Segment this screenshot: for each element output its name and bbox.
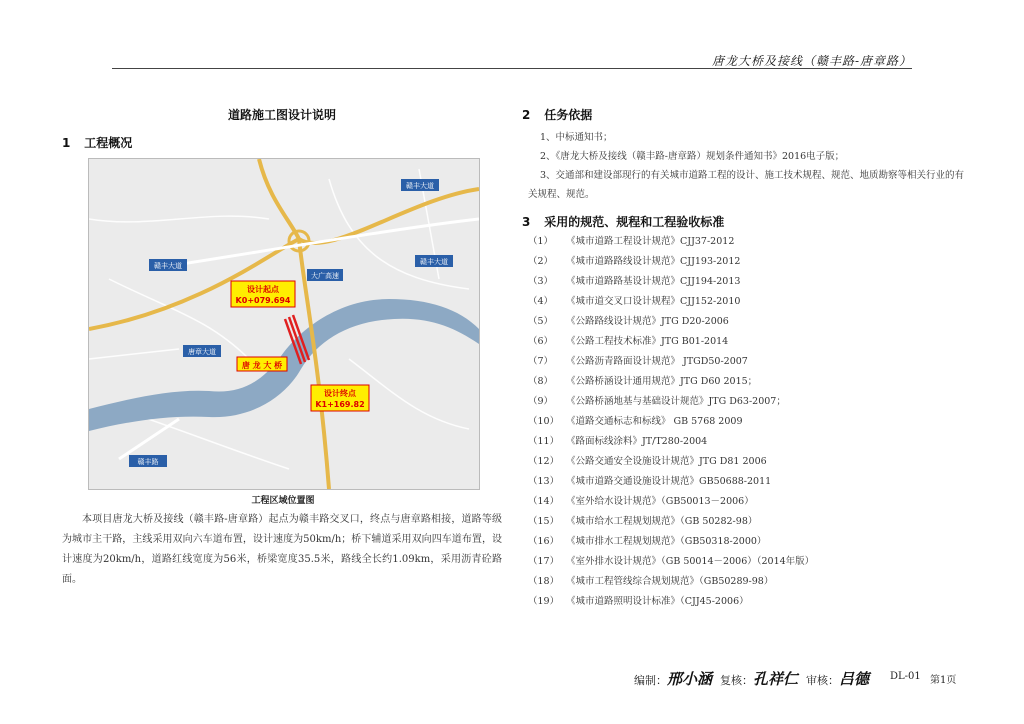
- standard-text: 《城市道路照明设计标准》（CJJ45-2006）: [566, 596, 749, 607]
- standard-item: [528, 572, 968, 592]
- basis-item: 1、中标通知书；: [540, 132, 613, 143]
- standard-index: （17）: [528, 556, 560, 567]
- standard-text: 《公路交通安全设施设计规范》JTG D81 2006: [566, 456, 767, 467]
- reviewer-signature-block: [720, 668, 798, 689]
- standard-text: 《公路路线设计规范》JTG D20-2006: [566, 316, 729, 327]
- standard-index: （5）: [528, 316, 554, 327]
- standard-item: [528, 432, 968, 452]
- standard-item: [528, 472, 968, 492]
- standard-text: 《城市工程管线综合规划规范》（GB50289-98）: [566, 576, 774, 587]
- section-2-title: 任务依据: [544, 108, 593, 122]
- design-start-marker: [231, 281, 295, 307]
- standard-index: （19）: [528, 596, 560, 607]
- standard-item: [528, 292, 968, 312]
- standard-index: （9）: [528, 396, 554, 407]
- road-label-text-2: 赣丰大道: [406, 182, 434, 190]
- standard-index: （16）: [528, 536, 560, 547]
- approver-signature: 吕德: [839, 670, 870, 688]
- standard-text: 《室外排水设计规范》（GB 50014－2006）（2014年版）: [566, 556, 815, 567]
- standard-item: [528, 532, 968, 552]
- standard-index: （10）: [528, 416, 560, 427]
- standard-item: [528, 392, 968, 412]
- road-label-tangzhang-1: [183, 345, 221, 357]
- road-label-feng-1: [149, 259, 187, 271]
- project-title: 唐龙大桥及接线（赣丰路-唐章路）: [711, 54, 912, 68]
- editor-signature: 邢小涵: [667, 670, 713, 688]
- standard-item: [528, 452, 968, 472]
- design-start-station: K0+079.694: [235, 296, 291, 305]
- section-1-title: 工程概况: [84, 136, 133, 150]
- standard-text: 《室外给水设计规范》（GB50013－2006）: [566, 496, 754, 507]
- design-end-marker: [311, 385, 369, 411]
- editor-label: 编制：: [634, 674, 667, 687]
- standard-item: [528, 512, 968, 532]
- section-1-number: 1: [62, 136, 71, 150]
- road-label-text-5: 大广高速: [311, 272, 339, 280]
- standard-text: 《城市道路交通设施设计规范》GB50688-2011: [566, 476, 772, 487]
- standard-text: 《路面标线涂料》JT/T280-2004: [566, 436, 708, 447]
- standard-item: [528, 312, 968, 332]
- standard-item: [528, 252, 968, 272]
- approver-label: 审核：: [806, 674, 839, 687]
- design-end-label: 设计终点: [324, 389, 356, 398]
- document-title: 道路施工图设计说明: [227, 108, 336, 122]
- standard-item: [528, 372, 968, 392]
- design-end-station: K1+169.82: [315, 400, 365, 409]
- location-map-graphic: [89, 159, 479, 489]
- section-1-heading: [62, 134, 132, 151]
- standard-item: [528, 492, 968, 512]
- road-label-feng-2: [401, 179, 439, 191]
- standard-item: [528, 352, 968, 372]
- bridge-name-marker: [237, 357, 287, 371]
- drawing-number: DL-01: [890, 671, 921, 682]
- road-label-text-3: 赣丰大道: [420, 258, 448, 266]
- standard-index: （8）: [528, 376, 554, 387]
- standard-index: （3）: [528, 276, 554, 287]
- road-label-text-4: 唐章大道: [188, 348, 216, 356]
- standard-text: 《城市道路路线设计规范》CJJ193-2012: [566, 256, 741, 267]
- standard-item: [528, 232, 968, 252]
- standard-index: （6）: [528, 336, 554, 347]
- road-label-tangzhang-2: [129, 455, 167, 467]
- design-start-label: 设计起点: [247, 285, 279, 294]
- basis-item: 3、交通部和建设部现行的有关城市道路工程的设计、施工技术规程、规范、地质勘察等相关行业的有关规程、规范。: [528, 170, 965, 200]
- standard-index: （2）: [528, 256, 554, 267]
- standard-index: （11）: [528, 436, 560, 447]
- section-3-heading: [522, 213, 724, 230]
- standard-index: （7）: [528, 356, 554, 367]
- standard-text: 《城市道路工程设计规范》CJJ37-2012: [566, 236, 735, 247]
- road-label-text-1: 赣丰大道: [154, 262, 182, 270]
- location-map: [88, 158, 480, 490]
- standard-text: 《城市道路路基设计规范》CJJ194-2013: [566, 276, 741, 287]
- standard-text: 《城市给水工程规划规范》（GB 50282-98）: [566, 516, 758, 527]
- standard-text: 《公路桥涵地基与基础设计规范》JTG D63-2007；: [566, 396, 786, 407]
- road-label-feng-3: [415, 255, 453, 267]
- standard-index: （13）: [528, 476, 560, 487]
- bridge-name-label: 唐 龙 大 桥: [241, 361, 283, 370]
- standard-index: （14）: [528, 496, 560, 507]
- standard-index: （18）: [528, 576, 560, 587]
- section-3-number: 3: [522, 215, 531, 229]
- reviewer-label: 复核：: [720, 674, 753, 687]
- standard-item: [528, 332, 968, 352]
- standard-item: [528, 412, 968, 432]
- editor-signature-block: [634, 668, 712, 689]
- reviewer-signature: 孔祥仁: [753, 670, 799, 688]
- map-caption: 工程区域位置图: [251, 496, 315, 506]
- standard-index: （15）: [528, 516, 560, 527]
- standard-item: [528, 592, 968, 612]
- task-basis-list: [528, 128, 968, 204]
- section-3-title: 采用的规范、规程和工程验收标准: [544, 215, 725, 229]
- section-2-number: 2: [522, 108, 531, 122]
- approver-signature-block: [806, 668, 869, 689]
- standard-text: 《公路工程技术标准》JTG B01-2014: [566, 336, 729, 347]
- project-overview-paragraph: 本项目唐龙大桥及接线（赣丰路-唐章路）起点为赣丰路交叉口，终点与唐章路相接，道路等级为城市主干路，主线采用双向六车道布置，设计速度为50km/h；桥下辅道采用双向四车道布置，设计速度为20km/h，道路红线宽度为56米，桥梁宽度35.5米，路线全长约1.09km，采用沥青砼路面。: [62, 514, 502, 585]
- standard-text: 《道路交通标志和标线》 GB 5768 2009: [566, 416, 743, 427]
- standard-text: 《公路沥青路面设计规范》 JTGD50-2007: [566, 356, 748, 367]
- page-number: 第1页: [930, 675, 957, 686]
- standard-text: 《公路桥涵设计通用规范》JTG D60 2015；: [566, 376, 758, 387]
- road-label-expressway: [307, 269, 343, 281]
- header-rule: [112, 68, 912, 69]
- standard-item: [528, 272, 968, 292]
- standards-list: [528, 232, 968, 612]
- section-2-heading: [522, 106, 592, 123]
- standard-index: （1）: [528, 236, 554, 247]
- standard-index: （12）: [528, 456, 560, 467]
- standard-text: 《城市道交叉口设计规程》CJJ152-2010: [566, 296, 741, 307]
- standard-index: （4）: [528, 296, 554, 307]
- basis-item: 2、《唐龙大桥及接线（赣丰路-唐章路）规划条件通知书》2016电子版；: [540, 151, 845, 162]
- standard-item: [528, 552, 968, 572]
- road-label-text-6: 赣丰路: [137, 458, 159, 466]
- standard-text: 《城市排水工程规划规范》（GB50318-2000）: [566, 536, 767, 547]
